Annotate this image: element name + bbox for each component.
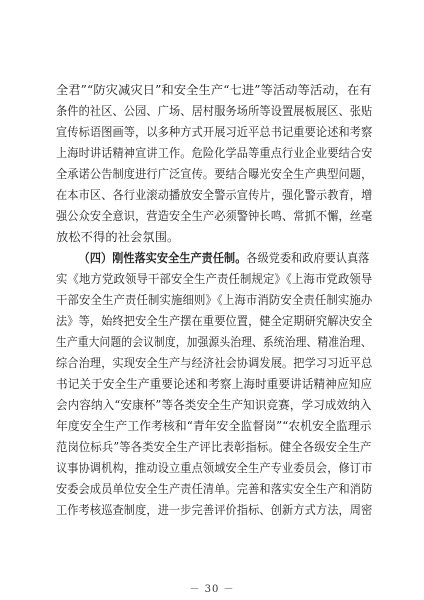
- text-line: 在本市区、各行业滚动播放安全警示宣传片，强化警示教育，增: [56, 188, 373, 202]
- text-line: 生产重大问题的会议制度，加强源头治理、系统治理、精准治理、: [56, 335, 372, 349]
- text-line: 工作考核巡查制度，进一步完善评价指标、创新方式方法，周密: [56, 503, 373, 517]
- text-line: 法》等，始终把安全生产摆在重要位置，健全定期研究解决安全: [56, 314, 373, 328]
- text-line: 全君”“防灾减灾日”和安全生产“七进”等活动等活动，在有: [56, 83, 372, 97]
- text-line: 年度安全生产工作考核和“青年安全监督岗”“农机安全监理示: [56, 419, 372, 433]
- text-line: 综合治理，实现安全生产与经济社会协调发展。把学习习近平总: [56, 356, 373, 370]
- section-heading: （四）刚性落实安全生产责任制。: [78, 251, 247, 265]
- section-heading-line: （四）刚性落实安全生产责任制。各级党委和政府要认真落: [78, 251, 370, 265]
- text-line: 议事协调机构，推动设立重点领域安全生产专业委员会，修订市: [56, 461, 373, 475]
- text-line: 放松不得的社会氛围。: [56, 230, 180, 244]
- text-line: 强公众安全意识，营造安全生产必须警钟长鸣、常抓不懈，丝毫: [56, 209, 373, 223]
- text-line: 全承诺公告制度进行广泛宣传。要结合曝光安全生产典型问题，: [56, 167, 373, 181]
- document-body: [56, 80, 372, 521]
- text-line: 上海时讲话精神宣讲工作。危险化学品等重点行业企业要结合安: [56, 146, 373, 160]
- text-line: 会内容纳入“安康杯”等各类安全生产知识竞赛，学习成效纳入: [56, 398, 372, 412]
- text-line: 范岗位标兵”等各类安全生产评比表彰指标。健全各级安全生产: [56, 440, 372, 454]
- text-line: 干部安全生产责任制实施细则》《上海市消防安全责任制实施办: [56, 293, 373, 307]
- text-line: 宣传标语图画等，以多种方式开展习近平总书记重要论述和考察: [56, 125, 373, 139]
- text-line: 实《地方党政领导干部安全生产责任制规定》《上海市党政领导: [56, 272, 373, 286]
- text-line: 安委会成员单位安全生产责任清单。完善和落实安全生产和消防: [56, 482, 373, 496]
- text-line: 条件的社区、公园、广场、居村服务场所等设置展板展区、张贴: [56, 104, 373, 118]
- page-number: － 30 －: [189, 584, 235, 595]
- text-line: 书记关于安全生产重要论述和考察上海时重要讲话精神应知应: [56, 377, 373, 391]
